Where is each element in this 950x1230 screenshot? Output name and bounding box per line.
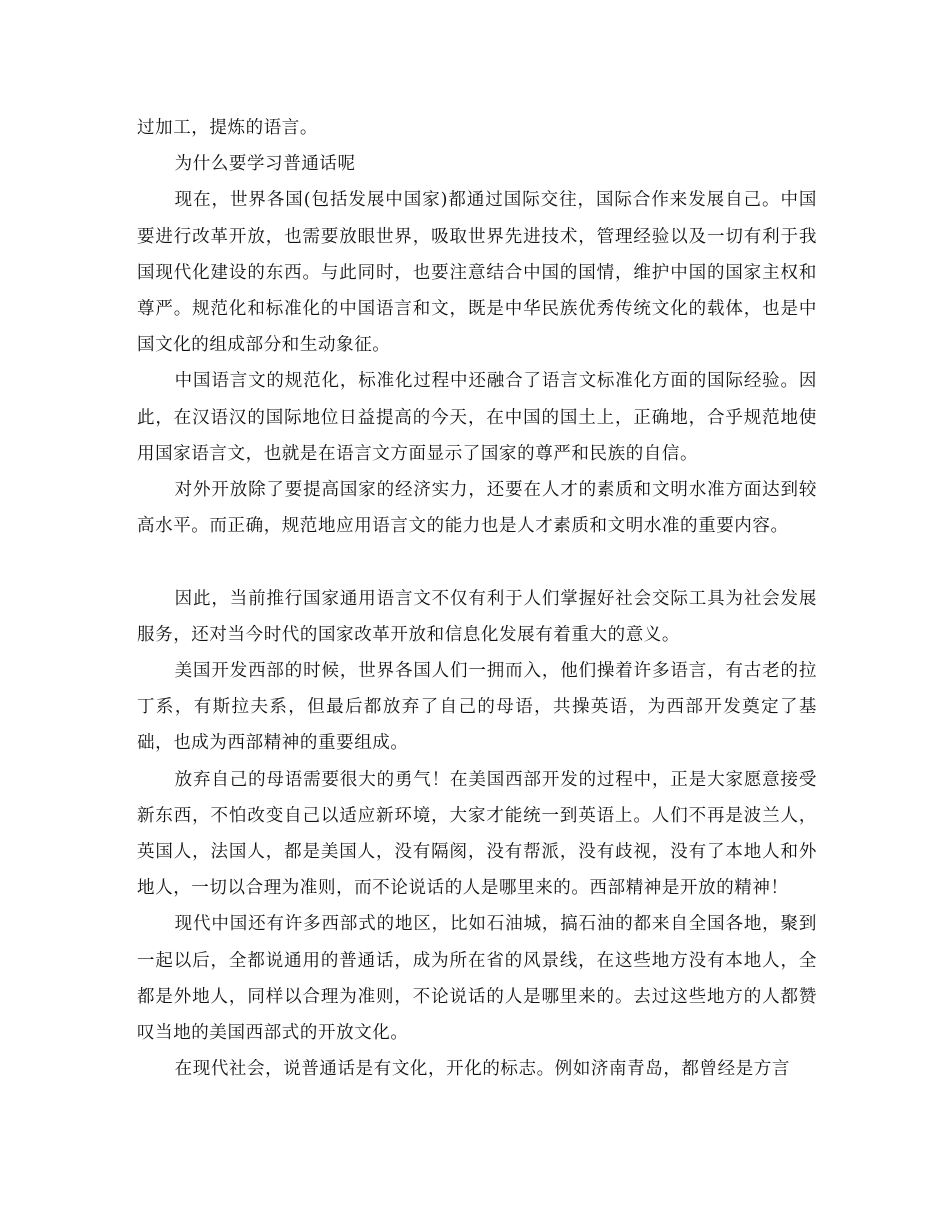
paragraph-continuation: 过加工，提炼的语言。: [137, 118, 318, 138]
paragraph: 放弃自己的母语需要很大的勇气！在美国西部开发的过程中，正是大家愿意接受新东西，不怕改变自己以适应新环境，大家才能统一到英语上。人们不再是波兰人，英国人，法国人，都是美国人，没有隔阂，没有帮派，没有歧视，没有了本地人和外地人，一切以合理为准则，而不论说话的人是哪里来的。西部精神是开放的精神！: [137, 769, 817, 899]
blank-line: [137, 544, 817, 580]
paragraph: 对外开放除了要提高国家的经济实力，还要在人才的素质和文明水准方面达到较高水平。而正确，规范地应用语言文的能力也是人才素质和文明水准的重要内容。: [137, 480, 817, 537]
paragraph: 现在，世界各国(包括发展中国家)都通过国际交往，国际合作来发展自己。中国要进行改革开放，也需要放眼世界，吸取世界先进技术，管理经验以及一切有利于我国现代化建设的东西。与此同时，也要注意结合中国的国情，维护中国的国家主权和尊严。规范化和标准化的中国语言和文，既是中华民族优秀传统文化的载体，也是中国文化的组成部分和生动象征。: [137, 190, 817, 356]
paragraph: 中国语言文的规范化，标准化过程中还融合了语言文标准化方面的国际经验。因此，在汉语汉的国际地位日益提高的今天，在中国的国土上，正确地，合乎规范地使用国家语言文，也就是在语言文方面显示了国家的尊严和民族的自信。: [137, 371, 817, 464]
section-heading: 为什么要学习普通话呢: [174, 154, 356, 175]
paragraph-partial: 在现代社会，说普通话是有文化，开化的标志。例如济南青岛，都曾经是方言: [174, 1059, 791, 1080]
document-body: [137, 110, 817, 1087]
paragraph: 现代中国还有许多西部式的地区，比如石油城，搞石油的都来自全国各地，聚到一起以后，全都说通用的普通话，成为所在省的风景线，在这些地方没有本地人，全都是外地人，同样以合理为准则，不论说话的人是哪里来的。去过这些地方的人都赞叹当地的美国西部式的开放文化。: [137, 914, 817, 1044]
paragraph: 因此，当前推行国家通用语言文不仅有利于人们掌握好社会交际工具为社会发展服务，还对当今时代的国家改革开放和信息化发展有着重大的意义。: [137, 588, 817, 645]
paragraph: 美国开发西部的时候，世界各国人们一拥而入，他们操着许多语言，有古老的拉丁系，有斯拉夫系，但最后都放弃了自己的母语，共操英语，为西部开发奠定了基础，也成为西部精神的重要组成。: [137, 661, 817, 754]
